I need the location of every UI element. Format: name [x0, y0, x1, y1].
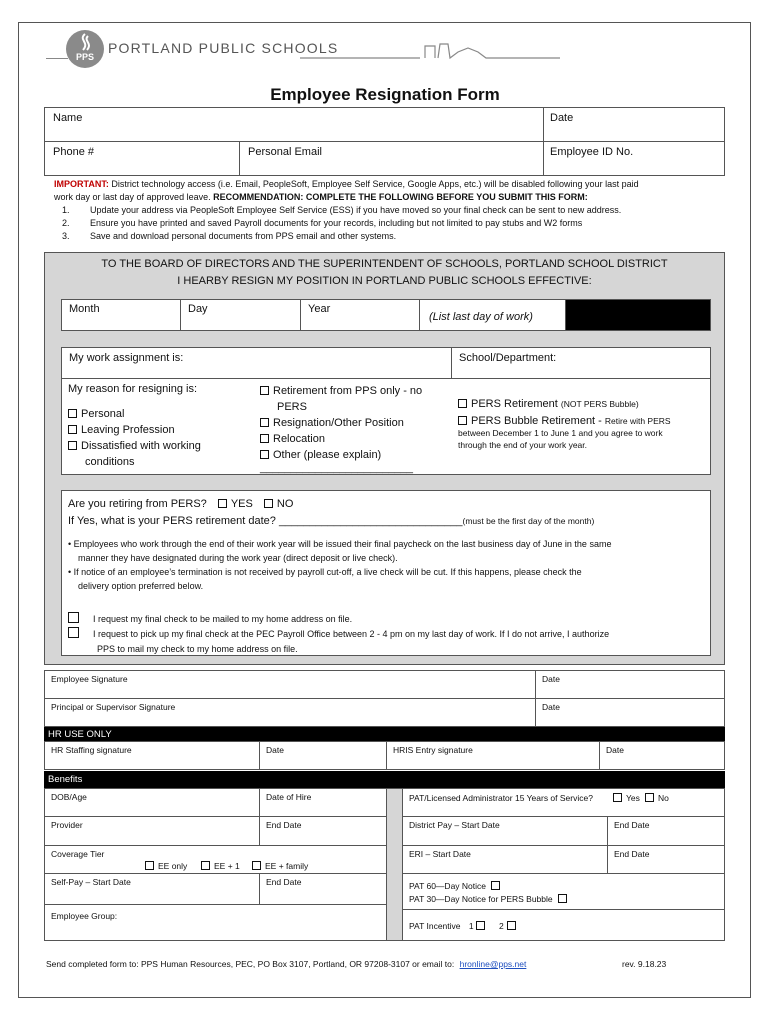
ee-plus1-option[interactable] [201, 861, 240, 871]
pers-bubble-line-2: between December 1 to June 1 and you agree to work [458, 428, 663, 438]
hris-date-field[interactable] [599, 741, 725, 770]
district-pay-field[interactable] [402, 816, 608, 846]
name-field[interactable] [44, 107, 544, 142]
checkbox[interactable] [68, 612, 79, 623]
checkbox[interactable] [613, 793, 622, 802]
important-label: IMPORTANT: [54, 179, 109, 189]
phone-field[interactable] [44, 141, 240, 176]
checkbox[interactable] [145, 861, 154, 870]
pat60-option[interactable] [409, 881, 504, 891]
district-end-field[interactable] [607, 816, 725, 846]
date-field[interactable] [543, 107, 725, 142]
pers-retirement-label: PERS Retirement [471, 398, 558, 410]
item-num: 3. [62, 231, 70, 241]
reason-col-3 [458, 398, 671, 451]
ee-plus1-label: EE + 1 [214, 861, 240, 871]
self-pay-field[interactable] [44, 873, 260, 905]
board-line-2: I HEARBY RESIGN MY POSITION IN PORTLAND PUBLIC SCHOOLS EFFECTIVE: [177, 275, 592, 287]
blacked-out-cell [565, 299, 711, 331]
hr-staffing-label: HR Staffing signature [51, 745, 132, 755]
name-label: Name [53, 112, 83, 124]
pat-licensed-label: PAT/Licensed Administrator 15 Years of Service? [409, 793, 593, 803]
important-text: District technology access (i.e. Email, PeopleSoft, Employee Self Service, Google Apps, etc.) will be disabled following your last paid [108, 179, 639, 189]
pickup-option-text: I request to pick up my final check at the PEC Payroll Office between 2 - 4 pm on my last day of work. If I do not arrive, I authorize [93, 629, 610, 639]
pat30-option[interactable] [409, 894, 571, 904]
reason-personal: Personal [81, 408, 125, 420]
checkbox[interactable] [68, 627, 79, 638]
bullet-1-cont: manner they have designated during the work year (direct deposit or live check). [78, 553, 398, 563]
date-hire-label: Date of Hire [266, 792, 312, 802]
reason-col-2 [260, 383, 422, 473]
pers-no[interactable] [264, 498, 294, 510]
item-text: Ensure you have printed and saved Payroll documents for your records, including but not limited to pay stubs and W2 forms [90, 218, 583, 228]
pat-yes-label: Yes [626, 793, 640, 803]
checkbox[interactable] [507, 921, 516, 930]
provider-field[interactable] [44, 816, 260, 846]
self-pay-end-field[interactable] [259, 873, 387, 905]
flame-icon [66, 32, 104, 54]
hr-staffing-date-field[interactable] [259, 741, 387, 770]
checkbox[interactable] [260, 434, 269, 443]
checkbox[interactable] [260, 386, 269, 395]
reason-retirement: Retirement from PPS only - no [273, 385, 423, 397]
district-end-label: End Date [614, 820, 650, 830]
delivery-options [68, 612, 708, 657]
month-label: Month [69, 303, 100, 315]
principal-signature-label: Principal or Supervisor Signature [51, 702, 176, 712]
checkbox[interactable] [476, 921, 485, 930]
incentive-2-label: 2 [498, 921, 504, 931]
reason-option[interactable] [68, 406, 201, 422]
hr-staffing-date-label: Date [266, 745, 284, 755]
eri-end-field[interactable] [607, 845, 725, 874]
logo-text: PPS [75, 52, 94, 62]
reason-option[interactable] [260, 431, 422, 447]
reason-label: My reason for resigning is: [68, 383, 197, 395]
pat-no-label: No [658, 793, 669, 803]
important-text-2: work day or last day of approved leave. [54, 192, 214, 202]
item-text: Update your address via PeopleSoft Employee Self Service (ESS) if you have moved so your final check can be sent to new address. [90, 205, 622, 215]
hr-staffing-field[interactable] [44, 741, 260, 770]
pers-bullets: • Employees who work through the end of their work year will be issued their final paycheck on the last business day of June in the same manner they have designated during the work year (direct deposit or live check). • If notice of an employee’s termination is not received by payroll cut-off, a live check will be cut. If this happens, please check the delivery option preferred below. [68, 537, 708, 593]
board-line-1: TO THE BOARD OF DIRECTORS AND THE SUPERINTENDENT OF SCHOOLS, PORTLAND SCHOOL DISTRICT [101, 258, 668, 270]
coverage-label: Coverage Tier [51, 849, 105, 859]
checkbox[interactable] [68, 441, 77, 450]
pers-date-question[interactable] [68, 515, 594, 527]
skyline-icon [300, 38, 560, 60]
date-hire-field[interactable] [259, 788, 387, 817]
bullet-2: If notice of an employee’s termination is not received by payroll cut-off, a live check will be cut. If this happens, please check the [73, 567, 582, 577]
hris-field[interactable] [386, 741, 600, 770]
reason-option[interactable] [68, 438, 201, 454]
pat-incentive [409, 921, 520, 931]
hris-date-label: Date [606, 745, 624, 755]
pers-no-label: NO [276, 498, 294, 510]
pat-licensed-field[interactable] [402, 788, 725, 817]
incentive-2-option[interactable] [499, 921, 520, 931]
personal-email-field[interactable] [239, 141, 544, 176]
checkbox[interactable] [68, 409, 77, 418]
eri-label: ERI – Start Date [409, 849, 471, 859]
year-field[interactable] [300, 299, 420, 331]
pat60-label: PAT 60—Day Notice [409, 881, 487, 891]
employee-signature-field[interactable] [44, 670, 536, 699]
pers-bubble-label: PERS Bubble Retirement - [471, 415, 602, 427]
incentive-1-label: 1 [468, 921, 474, 931]
pat-yes-option[interactable] [613, 793, 640, 803]
self-pay-end-label: End Date [266, 877, 302, 887]
provider-label: Provider [51, 820, 83, 830]
reason-option[interactable] [260, 415, 422, 431]
employee-id-field[interactable] [543, 141, 725, 176]
pat30-label: PAT 30—Day Notice for PERS Bubble [409, 894, 553, 904]
pers-yes[interactable] [218, 498, 253, 510]
ee-family-label: EE + family [265, 861, 309, 871]
checkbox[interactable] [201, 861, 210, 870]
footer-email-link[interactable]: hronline@pps.net [459, 959, 527, 969]
checkbox[interactable] [260, 450, 269, 459]
employee-date-label: Date [542, 674, 560, 684]
recommendation: RECOMMENDATION: COMPLETE THE FOLLOWING BEFORE YOU SUBMIT THIS FORM: [213, 192, 588, 202]
mail-option[interactable] [68, 612, 708, 627]
provider-end-field[interactable] [259, 816, 387, 846]
checkbox[interactable] [558, 894, 567, 903]
benefits-divider [387, 788, 403, 941]
reason-dissatisfied-cont: conditions [85, 456, 135, 468]
coverage-field[interactable] [44, 845, 387, 874]
reason-relocation: Relocation [273, 433, 325, 445]
reason-other: Other (please explain) [273, 449, 382, 461]
checkbox[interactable] [491, 881, 500, 890]
pers-bubble-line-3: through the end of your work year. [458, 440, 587, 450]
year-label: Year [308, 303, 331, 315]
checkbox[interactable] [218, 499, 227, 508]
checkbox[interactable] [458, 399, 467, 408]
item-num: 1. [62, 205, 70, 215]
checkbox[interactable] [264, 499, 273, 508]
incentive-1-option[interactable] [469, 921, 489, 931]
important-notice [54, 178, 734, 243]
dob-field[interactable] [44, 788, 260, 817]
pickup-option-cont: PPS to mail my check to my home address on file. [97, 644, 298, 654]
checkbox[interactable] [260, 418, 269, 427]
pat-notice-field [402, 873, 725, 910]
dob-label: DOB/Age [51, 792, 87, 802]
principal-signature-field[interactable] [44, 698, 536, 727]
pers-bubble-option[interactable] [458, 415, 671, 427]
item-num: 2. [62, 218, 70, 228]
pat-incentive-label: PAT Incentive [409, 921, 461, 931]
pers-retirement-option[interactable] [458, 398, 671, 410]
checkbox[interactable] [645, 793, 654, 802]
pps-logo [66, 30, 104, 68]
work-assignment-field[interactable] [61, 347, 452, 379]
mail-option-text: I request my final check to be mailed to my home address on file. [93, 614, 353, 624]
revision: rev. 9.18.23 [622, 959, 667, 969]
org-name: PORTLAND PUBLIC SCHOOLS [108, 40, 339, 56]
other-explain-line[interactable]: _________________________ [260, 462, 413, 474]
day-label: Day [188, 303, 208, 315]
email-label: Personal Email [248, 146, 322, 158]
self-pay-label: Self-Pay – Start Date [51, 877, 131, 887]
pers-question [68, 498, 293, 510]
bullet-2-cont: delivery option preferred below. [78, 581, 204, 591]
pers-bubble-note: Retire with PERS [604, 416, 671, 426]
date-label: Date [550, 112, 574, 124]
phone-label: Phone # [53, 146, 94, 158]
reason-retirement-cont: PERS [277, 401, 307, 413]
pers-date-note: (must be the first day of the month) [462, 516, 595, 526]
ee-only-option[interactable] [145, 861, 187, 871]
pers-question-text: Are you retiring from PERS? [68, 498, 207, 510]
month-field[interactable] [61, 299, 181, 331]
employee-signature-label: Employee Signature [51, 674, 128, 684]
reason-leaving: Leaving Profession [81, 424, 175, 436]
day-field[interactable] [180, 299, 301, 331]
form-title: Employee Resignation Form [270, 85, 500, 104]
employee-group-label: Employee Group: [51, 911, 118, 921]
benefits-bar: Benefits [44, 771, 725, 789]
eri-end-label: End Date [614, 849, 650, 859]
reason-dissatisfied: Dissatisfied with working [81, 440, 201, 452]
hris-label: HRIS Entry signature [393, 745, 473, 755]
pers-yes-label: YES [230, 498, 253, 510]
reason-option[interactable] [260, 383, 422, 399]
work-assignment-label: My work assignment is: [69, 352, 184, 364]
school-dept-field[interactable] [451, 347, 711, 379]
ee-family-option[interactable] [252, 861, 308, 871]
reason-option[interactable] [68, 422, 201, 438]
hr-use-only-bar: HR USE ONLY [44, 727, 725, 742]
checkbox[interactable] [68, 425, 77, 434]
ee-only-label: EE only [158, 861, 188, 871]
pat-no-option[interactable] [645, 793, 669, 803]
reason-option[interactable] [260, 447, 422, 463]
employee-id-label: Employee ID No. [550, 146, 634, 158]
principal-date-label: Date [542, 702, 560, 712]
last-day-note-text: (List last day of work) [429, 311, 533, 323]
pers-date-text: If Yes, what is your PERS retirement date? ______________________________ [68, 515, 463, 527]
provider-end-label: End Date [266, 820, 302, 830]
school-dept-label: School/Department: [459, 352, 557, 364]
employee-group-field[interactable] [44, 904, 387, 941]
reason-resignation: Resignation/Other Position [273, 417, 404, 429]
pers-retirement-note: (NOT PERS Bubble) [560, 399, 639, 409]
employee-date-field[interactable] [535, 670, 725, 699]
last-day-note [419, 299, 566, 331]
checkbox[interactable] [458, 416, 467, 425]
district-pay-label: District Pay – Start Date [409, 820, 500, 830]
item-text: Save and download personal documents from PPS email and other systems. [90, 231, 397, 241]
checkbox[interactable] [252, 861, 261, 870]
principal-date-field[interactable] [535, 698, 725, 727]
eri-field[interactable] [402, 845, 608, 874]
reason-col-1 [68, 406, 201, 470]
pickup-option[interactable] [68, 627, 708, 642]
pat-incentive-field [402, 909, 725, 941]
bullet-1: Employees who work through the end of their work year will be issued their final paycheck on the last business day of June in the same [73, 539, 612, 549]
footer-send-text: Send completed form to: PPS Human Resources, PEC, PO Box 3107, Portland, OR 97208-3107 or email to: [46, 959, 455, 969]
